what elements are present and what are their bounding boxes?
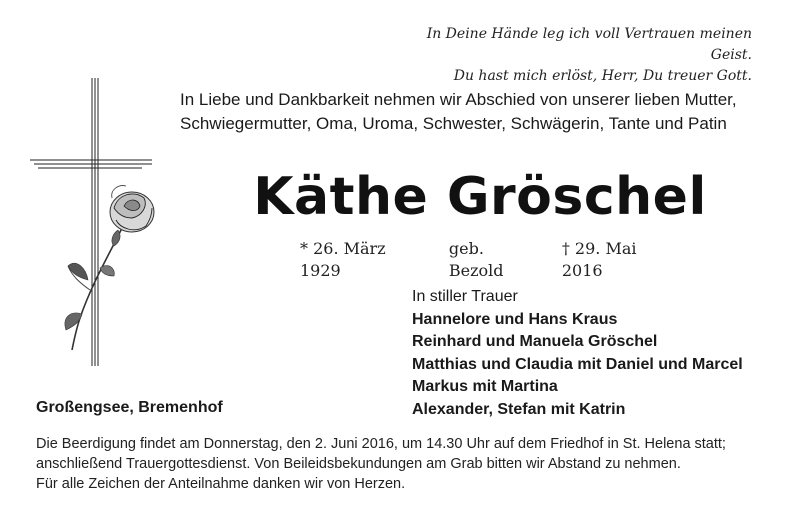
mourners-list xyxy=(412,286,792,421)
birth-date: * 26. März 1929 xyxy=(300,239,386,280)
place-name: Großengsee, Bremenhof xyxy=(36,399,223,416)
mourners-lead: In stiller Trauer xyxy=(412,288,518,305)
quote-line-2: Du hast mich erlöst, Herr, Du treuer Gott. xyxy=(453,68,752,84)
intro-line-1: In Liebe und Dankbarkeit nehmen wir Abschied von unserer lieben Mutter, xyxy=(180,90,737,109)
life-dates xyxy=(300,238,680,282)
cross-with-rose-illustration xyxy=(30,78,165,368)
mourner-entry: Hannelore und Hans Kraus xyxy=(412,310,618,328)
scripture-quote xyxy=(392,24,752,87)
rose-icon xyxy=(65,186,154,350)
mourner-entry: Matthias und Claudia mit Daniel und Marcel xyxy=(412,355,743,373)
death-date: † 29. Mai 2016 xyxy=(561,239,637,280)
mourner-entry: Markus mit Martina xyxy=(412,378,558,395)
intro-text xyxy=(180,88,780,136)
mourner-entry: Alexander, Stefan mit Katrin xyxy=(412,400,626,418)
footer-line-3: Für alle Zeichen der Anteilnahme danken wir von Herzen. xyxy=(36,476,406,492)
footer-line-2: anschließend Trauergottesdienst. Von Beileidsbekundungen am Grab bitten wir Abstand zu nehmen. xyxy=(36,456,681,472)
funeral-notice-text xyxy=(36,434,796,494)
maiden-name: geb. Bezold xyxy=(448,239,504,280)
footer-line-1: Die Beerdigung findet am Donnerstag, den 2. Juni 2016, um 14.30 Uhr auf dem Friedhof in St. Helena statt; xyxy=(36,436,726,452)
quote-line-1: In Deine Hände leg ich voll Vertrauen meinen Geist. xyxy=(426,26,752,63)
deceased-name: Käthe Gröschel xyxy=(253,167,707,227)
mourner-entry: Reinhard und Manuela Gröschel xyxy=(412,333,658,350)
intro-line-2: Schwiegermutter, Oma, Uroma, Schwester, Schwägerin, Tante und Patin xyxy=(180,114,727,133)
